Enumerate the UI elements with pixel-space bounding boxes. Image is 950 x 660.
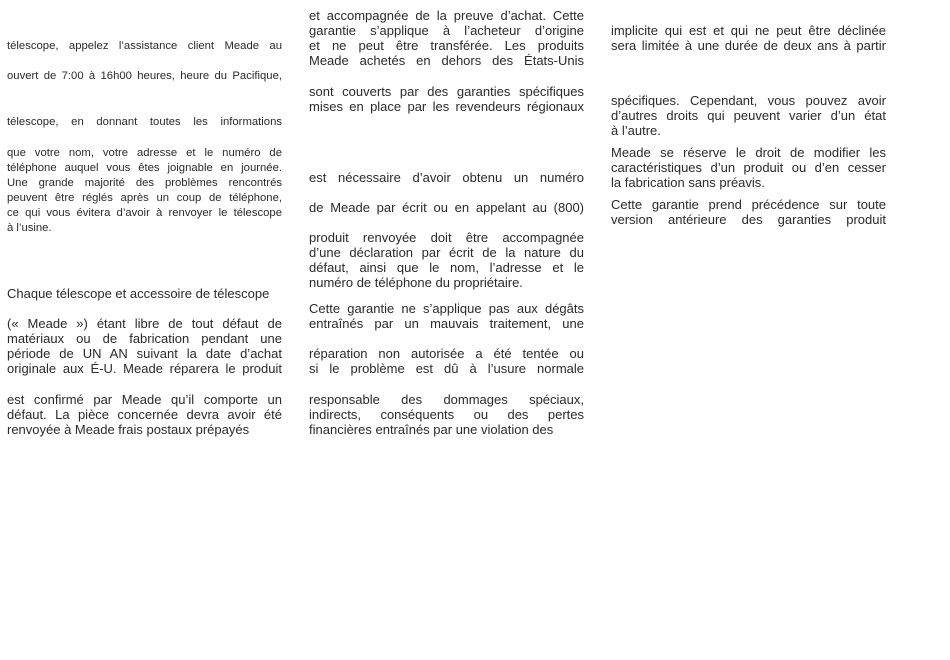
left-column-line: est confirmé par Meade qu’il comporte un <box>7 392 282 407</box>
left-column-line: télescope, en donnant toutes les informations <box>7 116 282 128</box>
middle-column-line: indirects, conséquents ou des pertes <box>309 407 584 422</box>
middle-column-line: sont couverts par des garanties spécifiques <box>309 84 584 99</box>
right-column-line: d’autres droits qui peuvent varier d’un état <box>611 108 886 123</box>
left-column-line: Chaque télescope et accessoire de télescope <box>7 286 270 301</box>
left-column-line: originale aux É-U. Meade réparera le produit <box>7 361 282 376</box>
right-column-line: la fabrication sans préavis. <box>611 175 765 190</box>
middle-column-line: mises en place par les revendeurs régionaux <box>309 99 584 114</box>
right-column-line: caractéristiques d’un produit ou d’en cesser <box>611 160 886 175</box>
middle-column-line: est nécessaire d’avoir obtenu un numéro <box>309 170 584 185</box>
middle-column-line: défaut, ainsi que le nom, l’adresse et le <box>309 260 584 275</box>
left-column-line: (« Meade ») étant libre de tout défaut de <box>7 316 282 331</box>
middle-column-line: réparation non autorisée a été tentée ou <box>309 346 584 361</box>
left-column-line: ouvert de 7:00 à 16h00 heures, heure du Pacifique, <box>7 70 282 82</box>
middle-column-line: garantie s’applique à l’acheteur d’origine <box>309 23 584 38</box>
left-column-line: peuvent être réglés après un coup de téléphone, <box>7 192 282 204</box>
left-column-line: défaut. La pièce concernée devra avoir été <box>7 407 282 422</box>
middle-column-line: Cette garantie ne s’applique pas aux dégâts <box>309 301 584 316</box>
middle-column-line: de Meade par écrit ou en appelant au (800) <box>309 200 584 215</box>
right-column-line: Cette garantie prend précédence sur toute <box>611 197 886 212</box>
middle-column-line: si le problème est dû à l’usure normale <box>309 361 584 376</box>
left-column-line: à l’usine. <box>7 222 52 234</box>
left-column-line: période de UN AN suivant la date d’achat <box>7 346 282 361</box>
right-column-line: à l’autre. <box>611 123 661 138</box>
right-column-line: spécifiques. Cependant, vous pouvez avoir <box>611 93 886 108</box>
left-column-line: ce qui vous évitera d’avoir à renvoyer le télescope <box>7 207 282 219</box>
right-column-line: implicite qui est et qui ne peut être déclinée <box>611 23 886 38</box>
left-column-line: renvoyée à Meade frais postaux prépayés <box>7 422 250 437</box>
middle-column-line: et accompagnée de la preuve d’achat. Cette <box>309 8 584 23</box>
middle-column-line: produit renvoyée doit être accompagnée <box>309 230 584 245</box>
left-column-line: que votre nom, votre adresse et le numéro de <box>7 147 282 159</box>
left-column-line: télescope, appelez l’assistance client Meade au <box>7 40 282 52</box>
middle-column-line: Meade achetés en dehors des États-Unis <box>309 53 584 68</box>
middle-column-line: entraînés par un mauvais traitement, une <box>309 316 584 331</box>
right-column-line: version antérieure des garanties produit <box>611 212 886 227</box>
right-column-line: sera limitée à une durée de deux ans à partir <box>611 38 886 53</box>
right-column-line: Meade se réserve le droit de modifier les <box>611 145 886 160</box>
middle-column-line: numéro de téléphone du propriétaire. <box>309 275 523 290</box>
middle-column-line: financières entraînés par une violation des <box>309 422 554 437</box>
middle-column-line: et ne peut être transférée. Les produits <box>309 38 584 53</box>
middle-column-line: d’une déclaration par écrit de la nature du <box>309 245 584 260</box>
middle-column-line: responsable des dommages spéciaux, <box>309 392 584 407</box>
left-column-line: matériaux ou de fabrication pendant une <box>7 331 282 346</box>
left-column-line: téléphone auquel vous êtes joignable en journée. <box>7 162 282 174</box>
left-column-line: Une grande majorité des problèmes rencontrés <box>7 177 282 189</box>
